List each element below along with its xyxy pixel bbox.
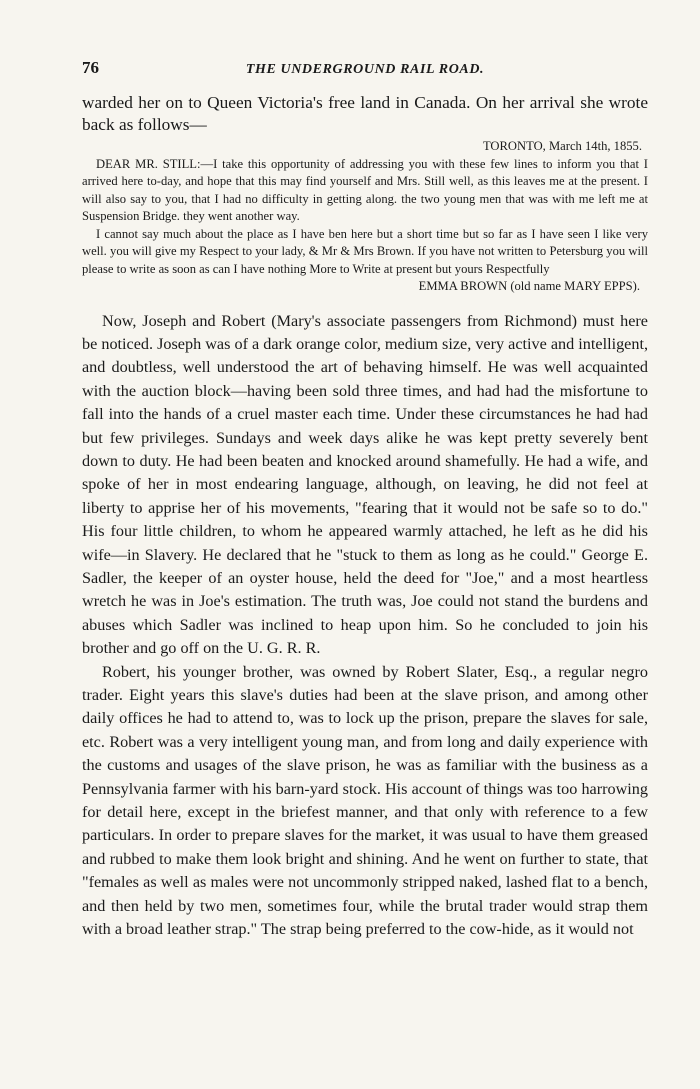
intro-paragraph: warded her on to Queen Victoria's free land in Canada. On her arrival she wrote back as follows—	[82, 93, 648, 134]
body-paragraph: Now, Joseph and Robert (Mary's associate passengers from Richmond) must here be noticed. Joseph was of a dark orange color, medium size, very active and intelligent, and doubtless, well understood the art of behaving himself. He was well acquainted with the auction block—having been sold three times, and had had the misfortune to fall into the hands of a cruel master each time. Under these circumstances he had had but few privileges. Sundays and week days alike he was kept pretty severely bent down to duty. He had been beaten and knocked around shamefully. He had a wife, and spoke of her in most endearing language, although, on leaving, he did not feel at liberty to apprise her of his movements, "fearing that it would not be safe so to do." His four little children, to whom he appeared warmly attached, he left as he did his wife—in Slavery. He declared that he "stuck to them as long as he could." George E. Sadler, the keeper of an oyster house, held the deed for "Joe," and a most heartless wretch he was in Joe's estimation. The truth was, Joe could not stand the burdens and abuses which Sadler was inclined to heap upon him. So he concluded to join his brother and go off on the U. G. R. R.	[82, 311, 648, 658]
letter-block	[82, 138, 648, 296]
letter-paragraph: DEAR MR. STILL:—I take this opportunity of addressing you with these few lines to inform you that I arrived here to-day, and hope that this may find yourself and Mrs. Still well, as this leaves me at the present. I will also say to you, that I had no difficulty in getting along. the two young men that was with me left me at Suspension Bridge. they went another way.	[82, 156, 648, 223]
letter-paragraph: I cannot say much about the place as I have ben here but a short time but so far as I have seen I like very well. you will give my Respect to your lady, & Mr & Mrs Brown. If you have not written to Petersburg you will please to write as soon as can I have nothing More to Write at present but yours Respectfully	[82, 226, 648, 276]
body-text	[82, 310, 648, 942]
letter-signature: EMMA BROWN (old name MARY EPPS).	[418, 279, 640, 293]
body-paragraph: Robert, his younger brother, was owned by Robert Slater, Esq., a regular negro trader. Eight years this slave's duties had been at the slave prison, and among other daily offices he had to attend to, was to lock up the prison, prepare the slaves for sale, etc. Robert was a very intelligent young man, and from long and daily experience with the customs and usages of the slave prison, he was as familiar with the business as a Pennsylvania farmer with his barn-yard stock. His account of things was too harrowing for detail here, except in the briefest manner, and that only with reference to a few particulars. In order to prepare slaves for the market, it was usual to have them greased and rubbed to make them look bright and shining. And he went on further to state, that "females as well as males were not uncommonly stripped naked, lashed flat to a bench, and then held by two men, sometimes four, while the brutal trader would strap them with a broad leather strap." The strap being preferred to the cow-hide, as it would not	[82, 662, 648, 939]
book-page	[82, 58, 648, 941]
page-number: 76	[82, 58, 99, 77]
running-head: THE UNDERGROUND RAIL ROAD.	[245, 62, 485, 77]
page-header	[82, 58, 648, 78]
letter-dateline: TORONTO, March 14th, 1855.	[482, 139, 642, 153]
